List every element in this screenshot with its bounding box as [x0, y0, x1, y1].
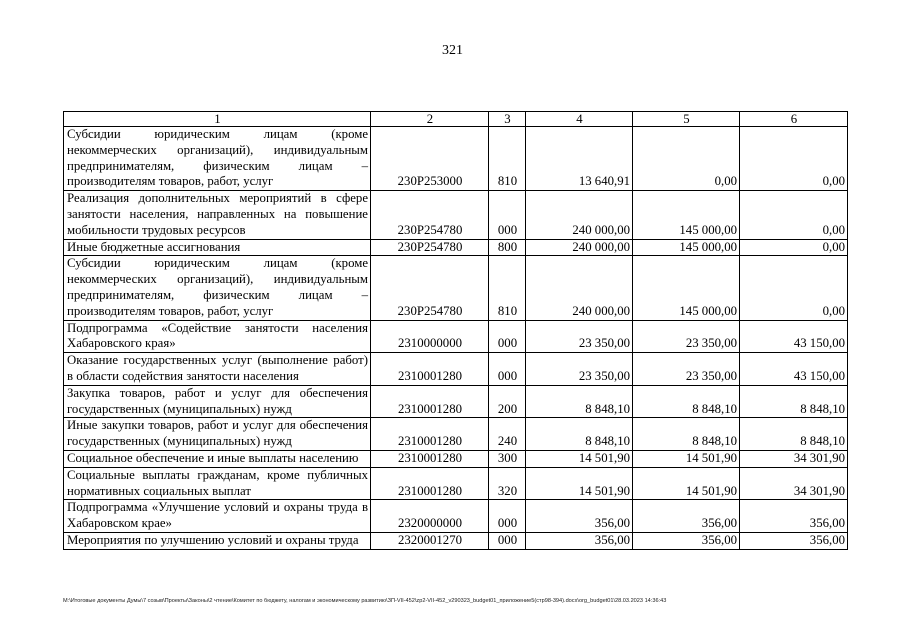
amount-col-4: 240 000,00 — [526, 239, 633, 256]
amount-col-4: 14 501,90 — [526, 450, 633, 467]
table-row — [64, 385, 848, 418]
expense-type-code: 810 — [489, 256, 526, 320]
target-article-code: 2310001280 — [371, 353, 489, 386]
target-article-code: 230P254780 — [371, 191, 489, 239]
amount-col-5: 23 350,00 — [633, 353, 740, 386]
amount-col-6: 356,00 — [740, 532, 848, 549]
row-name: Закупка товаров, работ и услуг для обеспечения государственных (муниципальных) нужд — [64, 385, 371, 418]
amount-col-6: 0,00 — [740, 127, 848, 191]
target-article-code: 2310001280 — [371, 418, 489, 451]
amount-col-6: 34 301,90 — [740, 467, 848, 500]
header-col-1: 1 — [64, 112, 371, 127]
expense-type-code: 000 — [489, 320, 526, 353]
amount-col-6: 43 150,00 — [740, 320, 848, 353]
amount-col-4: 23 350,00 — [526, 320, 633, 353]
header-col-6: 6 — [740, 112, 848, 127]
expense-type-code: 800 — [489, 239, 526, 256]
amount-col-4: 240 000,00 — [526, 191, 633, 239]
expense-type-code: 000 — [489, 191, 526, 239]
amount-col-4: 13 640,91 — [526, 127, 633, 191]
amount-col-4: 14 501,90 — [526, 467, 633, 500]
header-col-3: 3 — [489, 112, 526, 127]
amount-col-6: 0,00 — [740, 239, 848, 256]
amount-col-4: 8 848,10 — [526, 418, 633, 451]
amount-col-5: 145 000,00 — [633, 256, 740, 320]
expense-type-code: 000 — [489, 353, 526, 386]
table-header-row — [64, 112, 848, 127]
amount-col-5: 8 848,10 — [633, 418, 740, 451]
amount-col-5: 0,00 — [633, 127, 740, 191]
amount-col-4: 356,00 — [526, 500, 633, 533]
file-path-footer: M:\Итоговые документы Думы\7 созыв\Проекты\Законы\2 чтение\Комитет по бюджету, налогам и экономическому развитию\ЗП-VII-452\zp2-VII-452_v290323_budget01_приложение5(стр98-394).docx\org_budget01\28.03.2023 14:36:43 — [63, 598, 667, 604]
expense-type-code: 320 — [489, 467, 526, 500]
target-article-code: 2310000000 — [371, 320, 489, 353]
expense-type-code: 200 — [489, 385, 526, 418]
target-article-code: 230P254780 — [371, 256, 489, 320]
target-article-code: 2310001280 — [371, 450, 489, 467]
expense-type-code: 300 — [489, 450, 526, 467]
table-row — [64, 256, 848, 320]
row-name: Субсидии юридическим лицам (кроме некоммерческих организаций), индивидуальным предпринимателям, физическим лицам – производителям товаров, работ, услуг — [64, 256, 371, 320]
amount-col-5: 145 000,00 — [633, 239, 740, 256]
row-name: Социальное обеспечение и иные выплаты населению — [64, 450, 371, 467]
amount-col-5: 14 501,90 — [633, 467, 740, 500]
target-article-code: 2310001280 — [371, 467, 489, 500]
target-article-code: 230P254780 — [371, 239, 489, 256]
amount-col-6: 8 848,10 — [740, 418, 848, 451]
amount-col-6: 43 150,00 — [740, 353, 848, 386]
amount-col-4: 23 350,00 — [526, 353, 633, 386]
table-row — [64, 450, 848, 467]
expense-type-code: 000 — [489, 500, 526, 533]
amount-col-4: 356,00 — [526, 532, 633, 549]
table-row — [64, 500, 848, 533]
table-row — [64, 127, 848, 191]
budget-table — [63, 111, 848, 550]
target-article-code: 2310001280 — [371, 385, 489, 418]
amount-col-6: 0,00 — [740, 256, 848, 320]
amount-col-4: 8 848,10 — [526, 385, 633, 418]
target-article-code: 230P253000 — [371, 127, 489, 191]
row-name: Подпрограмма «Содействие занятости населения Хабаровского края» — [64, 320, 371, 353]
amount-col-5: 356,00 — [633, 532, 740, 549]
row-name: Иные закупки товаров, работ и услуг для обеспечения государственных (муниципальных) нужд — [64, 418, 371, 451]
amount-col-5: 23 350,00 — [633, 320, 740, 353]
table-row — [64, 353, 848, 386]
table-row — [64, 467, 848, 500]
table-row — [64, 418, 848, 451]
expense-type-code: 240 — [489, 418, 526, 451]
row-name: Социальные выплаты гражданам, кроме публичных нормативных социальных выплат — [64, 467, 371, 500]
amount-col-6: 8 848,10 — [740, 385, 848, 418]
amount-col-5: 8 848,10 — [633, 385, 740, 418]
table-row — [64, 532, 848, 549]
row-name: Мероприятия по улучшению условий и охраны труда — [64, 532, 371, 549]
row-name: Реализация дополнительных мероприятий в сфере занятости населения, направленных на повышение мобильности трудовых ресурсов — [64, 191, 371, 239]
target-article-code: 2320001270 — [371, 532, 489, 549]
amount-col-5: 145 000,00 — [633, 191, 740, 239]
table-row — [64, 191, 848, 239]
table-row — [64, 320, 848, 353]
target-article-code: 2320000000 — [371, 500, 489, 533]
page-number: 321 — [442, 43, 463, 58]
header-col-4: 4 — [526, 112, 633, 127]
row-name: Иные бюджетные ассигнования — [64, 239, 371, 256]
row-name: Подпрограмма «Улучшение условий и охраны труда в Хабаровском крае» — [64, 500, 371, 533]
amount-col-6: 34 301,90 — [740, 450, 848, 467]
row-name: Субсидии юридическим лицам (кроме некоммерческих организаций), индивидуальным предпринимателям, физическим лицам – производителям товаров, работ, услуг — [64, 127, 371, 191]
header-col-5: 5 — [633, 112, 740, 127]
expense-type-code: 810 — [489, 127, 526, 191]
amount-col-4: 240 000,00 — [526, 256, 633, 320]
row-name: Оказание государственных услуг (выполнение работ) в области содействия занятости населения — [64, 353, 371, 386]
amount-col-5: 356,00 — [633, 500, 740, 533]
header-col-2: 2 — [371, 112, 489, 127]
amount-col-5: 14 501,90 — [633, 450, 740, 467]
amount-col-6: 356,00 — [740, 500, 848, 533]
table-row — [64, 239, 848, 256]
expense-type-code: 000 — [489, 532, 526, 549]
amount-col-6: 0,00 — [740, 191, 848, 239]
